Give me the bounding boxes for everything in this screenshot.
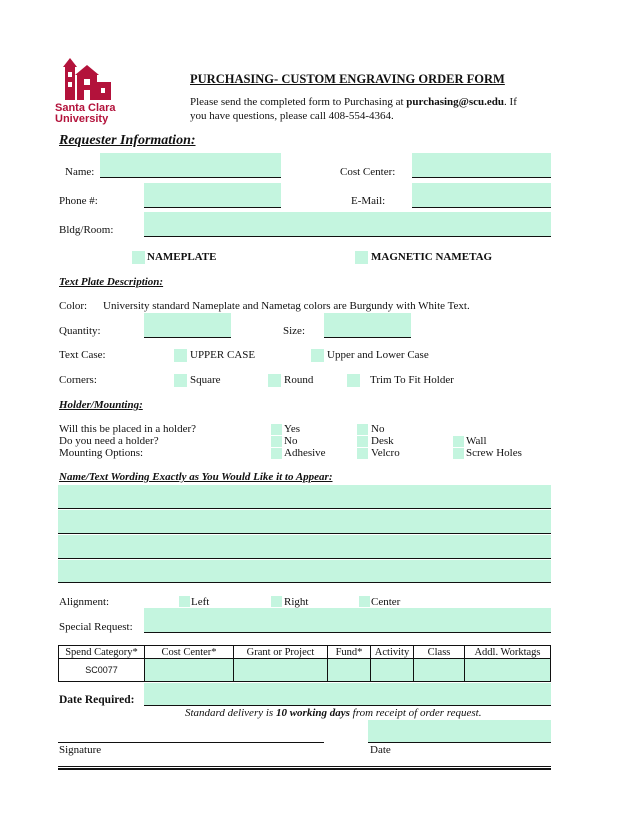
need-holder-label: Do you need a holder? [59, 435, 159, 447]
fund-cell[interactable] [328, 659, 371, 682]
date-required-label: Date Required: [59, 694, 135, 706]
mission-church-icon [55, 58, 117, 100]
holder-question-label: Will this be placed in a holder? [59, 423, 197, 435]
bottom-divider-double [58, 768, 551, 770]
wall-checkbox[interactable] [453, 436, 464, 447]
email-field[interactable] [412, 183, 551, 208]
class-cell[interactable] [414, 659, 465, 682]
fund-header: Fund* [328, 646, 371, 659]
name-label: Name: [65, 166, 95, 178]
quantity-label: Quantity: [59, 325, 101, 337]
delivery-note [185, 707, 482, 719]
color-text: University standard Nameplate and Nametag colors are Burgundy with White Text. [103, 300, 470, 312]
name-field[interactable] [100, 153, 281, 178]
cost-center-cell[interactable] [145, 659, 234, 682]
spend-category-header: Spend Category* [59, 646, 145, 659]
delivery-note-post: from receipt of order request. [349, 707, 482, 719]
grant-project-header: Grant or Project [234, 646, 328, 659]
align-left-label: Left [191, 596, 210, 608]
align-right-label: Right [284, 596, 309, 608]
bldg-room-field[interactable] [144, 212, 551, 237]
desk-checkbox[interactable] [357, 436, 368, 447]
delivery-note-pre: Standard delivery is [185, 707, 276, 719]
date-field[interactable] [368, 720, 551, 743]
cost-center-header: Cost Center* [145, 646, 234, 659]
form-intro [190, 96, 517, 108]
adhesive-label: Adhesive [284, 447, 326, 459]
upper-case-checkbox[interactable] [174, 349, 187, 362]
email-label: E-Mail: [351, 195, 386, 207]
table-header-row [59, 646, 551, 659]
align-center-label: Center [371, 596, 401, 608]
alignment-label: Alignment: [59, 596, 110, 608]
special-request-label: Special Request: [59, 621, 133, 633]
adhesive-checkbox[interactable] [271, 448, 282, 459]
wording-line-2[interactable] [58, 510, 551, 534]
wording-line-4[interactable] [58, 560, 551, 583]
velcro-label: Velcro [371, 447, 400, 459]
align-center-checkbox[interactable] [359, 596, 370, 607]
size-field[interactable] [324, 313, 411, 338]
holder-no-label: No [371, 423, 385, 435]
trim-to-fit-label: Trim To Fit Holder [370, 374, 454, 386]
phone-field[interactable] [144, 183, 281, 208]
holder-yes-label: Yes [284, 423, 301, 435]
magnetic-nametag-label: MAGNETIC NAMETAG [371, 251, 493, 263]
nameplate-checkbox[interactable] [132, 251, 145, 264]
color-label: Color: [59, 300, 88, 312]
wording-line-1[interactable] [58, 485, 551, 509]
form-title: PURCHASING- CUSTOM ENGRAVING ORDER FORM [190, 72, 505, 86]
spend-category-cell[interactable]: SC0077 [59, 659, 145, 682]
special-request-field[interactable] [144, 608, 551, 633]
holder-heading: Holder/Mounting: [59, 399, 143, 411]
velcro-checkbox[interactable] [357, 448, 368, 459]
round-label: Round [284, 374, 314, 386]
align-left-checkbox[interactable] [179, 596, 190, 607]
class-header: Class [414, 646, 465, 659]
wording-heading: Name/Text Wording Exactly as You Would Like it to Appear: [59, 471, 333, 483]
worktags-cell[interactable] [465, 659, 551, 682]
bldg-room-label: Bldg/Room: [59, 224, 114, 236]
cost-center-label: Cost Center: [340, 166, 396, 178]
upper-lower-case-checkbox[interactable] [311, 349, 324, 362]
logo-line1: Santa Clara [55, 102, 116, 114]
activity-header: Activity [371, 646, 414, 659]
delivery-days: 10 working days [275, 707, 350, 719]
wording-line-3[interactable] [58, 535, 551, 559]
need-holder-no-label: No [284, 435, 298, 447]
grant-project-cell[interactable] [234, 659, 328, 682]
table-row [59, 659, 551, 682]
date-label: Date [370, 744, 391, 756]
screw-holes-label: Screw Holes [466, 447, 522, 459]
quantity-field[interactable] [144, 313, 231, 338]
need-holder-no-checkbox[interactable] [271, 436, 282, 447]
round-checkbox[interactable] [268, 374, 281, 387]
square-checkbox[interactable] [174, 374, 187, 387]
form-intro-line2: you have questions, please call 408-554-4364. [190, 110, 394, 122]
align-right-checkbox[interactable] [271, 596, 282, 607]
bottom-divider [58, 766, 551, 767]
upper-lower-case-label: Upper and Lower Case [327, 349, 429, 361]
scu-logo [55, 58, 117, 124]
logo-line2: University [55, 113, 109, 125]
worktags-header: Addl. Worktags [465, 646, 551, 659]
size-label: Size: [283, 325, 305, 337]
purchasing-email[interactable]: purchasing@scu.edu [406, 96, 505, 108]
cost-center-field[interactable] [412, 153, 551, 178]
holder-no-checkbox[interactable] [357, 424, 368, 435]
accounting-table [58, 645, 551, 682]
text-plate-heading: Text Plate Description: [59, 276, 164, 288]
holder-yes-checkbox[interactable] [271, 424, 282, 435]
trim-to-fit-checkbox[interactable] [347, 374, 360, 387]
screw-holes-checkbox[interactable] [453, 448, 464, 459]
magnetic-nametag-checkbox[interactable] [355, 251, 368, 264]
mounting-options-label: Mounting Options: [59, 447, 144, 459]
upper-case-label: UPPER CASE [190, 349, 256, 361]
intro-text-end: . If [504, 96, 517, 108]
phone-label: Phone #: [59, 195, 98, 207]
wall-label: Wall [466, 435, 487, 447]
signature-label: Signature [59, 744, 102, 756]
intro-text: Please send the completed form to Purchasing at [190, 96, 407, 108]
date-required-field[interactable] [144, 683, 551, 706]
activity-cell[interactable] [371, 659, 414, 682]
nameplate-label: NAMEPLATE [147, 251, 217, 263]
text-case-label: Text Case: [59, 349, 106, 361]
signature-line[interactable] [58, 742, 324, 743]
corners-label: Corners: [59, 374, 97, 386]
square-label: Square [190, 374, 221, 386]
requester-heading: Requester Information: [59, 133, 196, 148]
desk-label: Desk [371, 435, 394, 447]
